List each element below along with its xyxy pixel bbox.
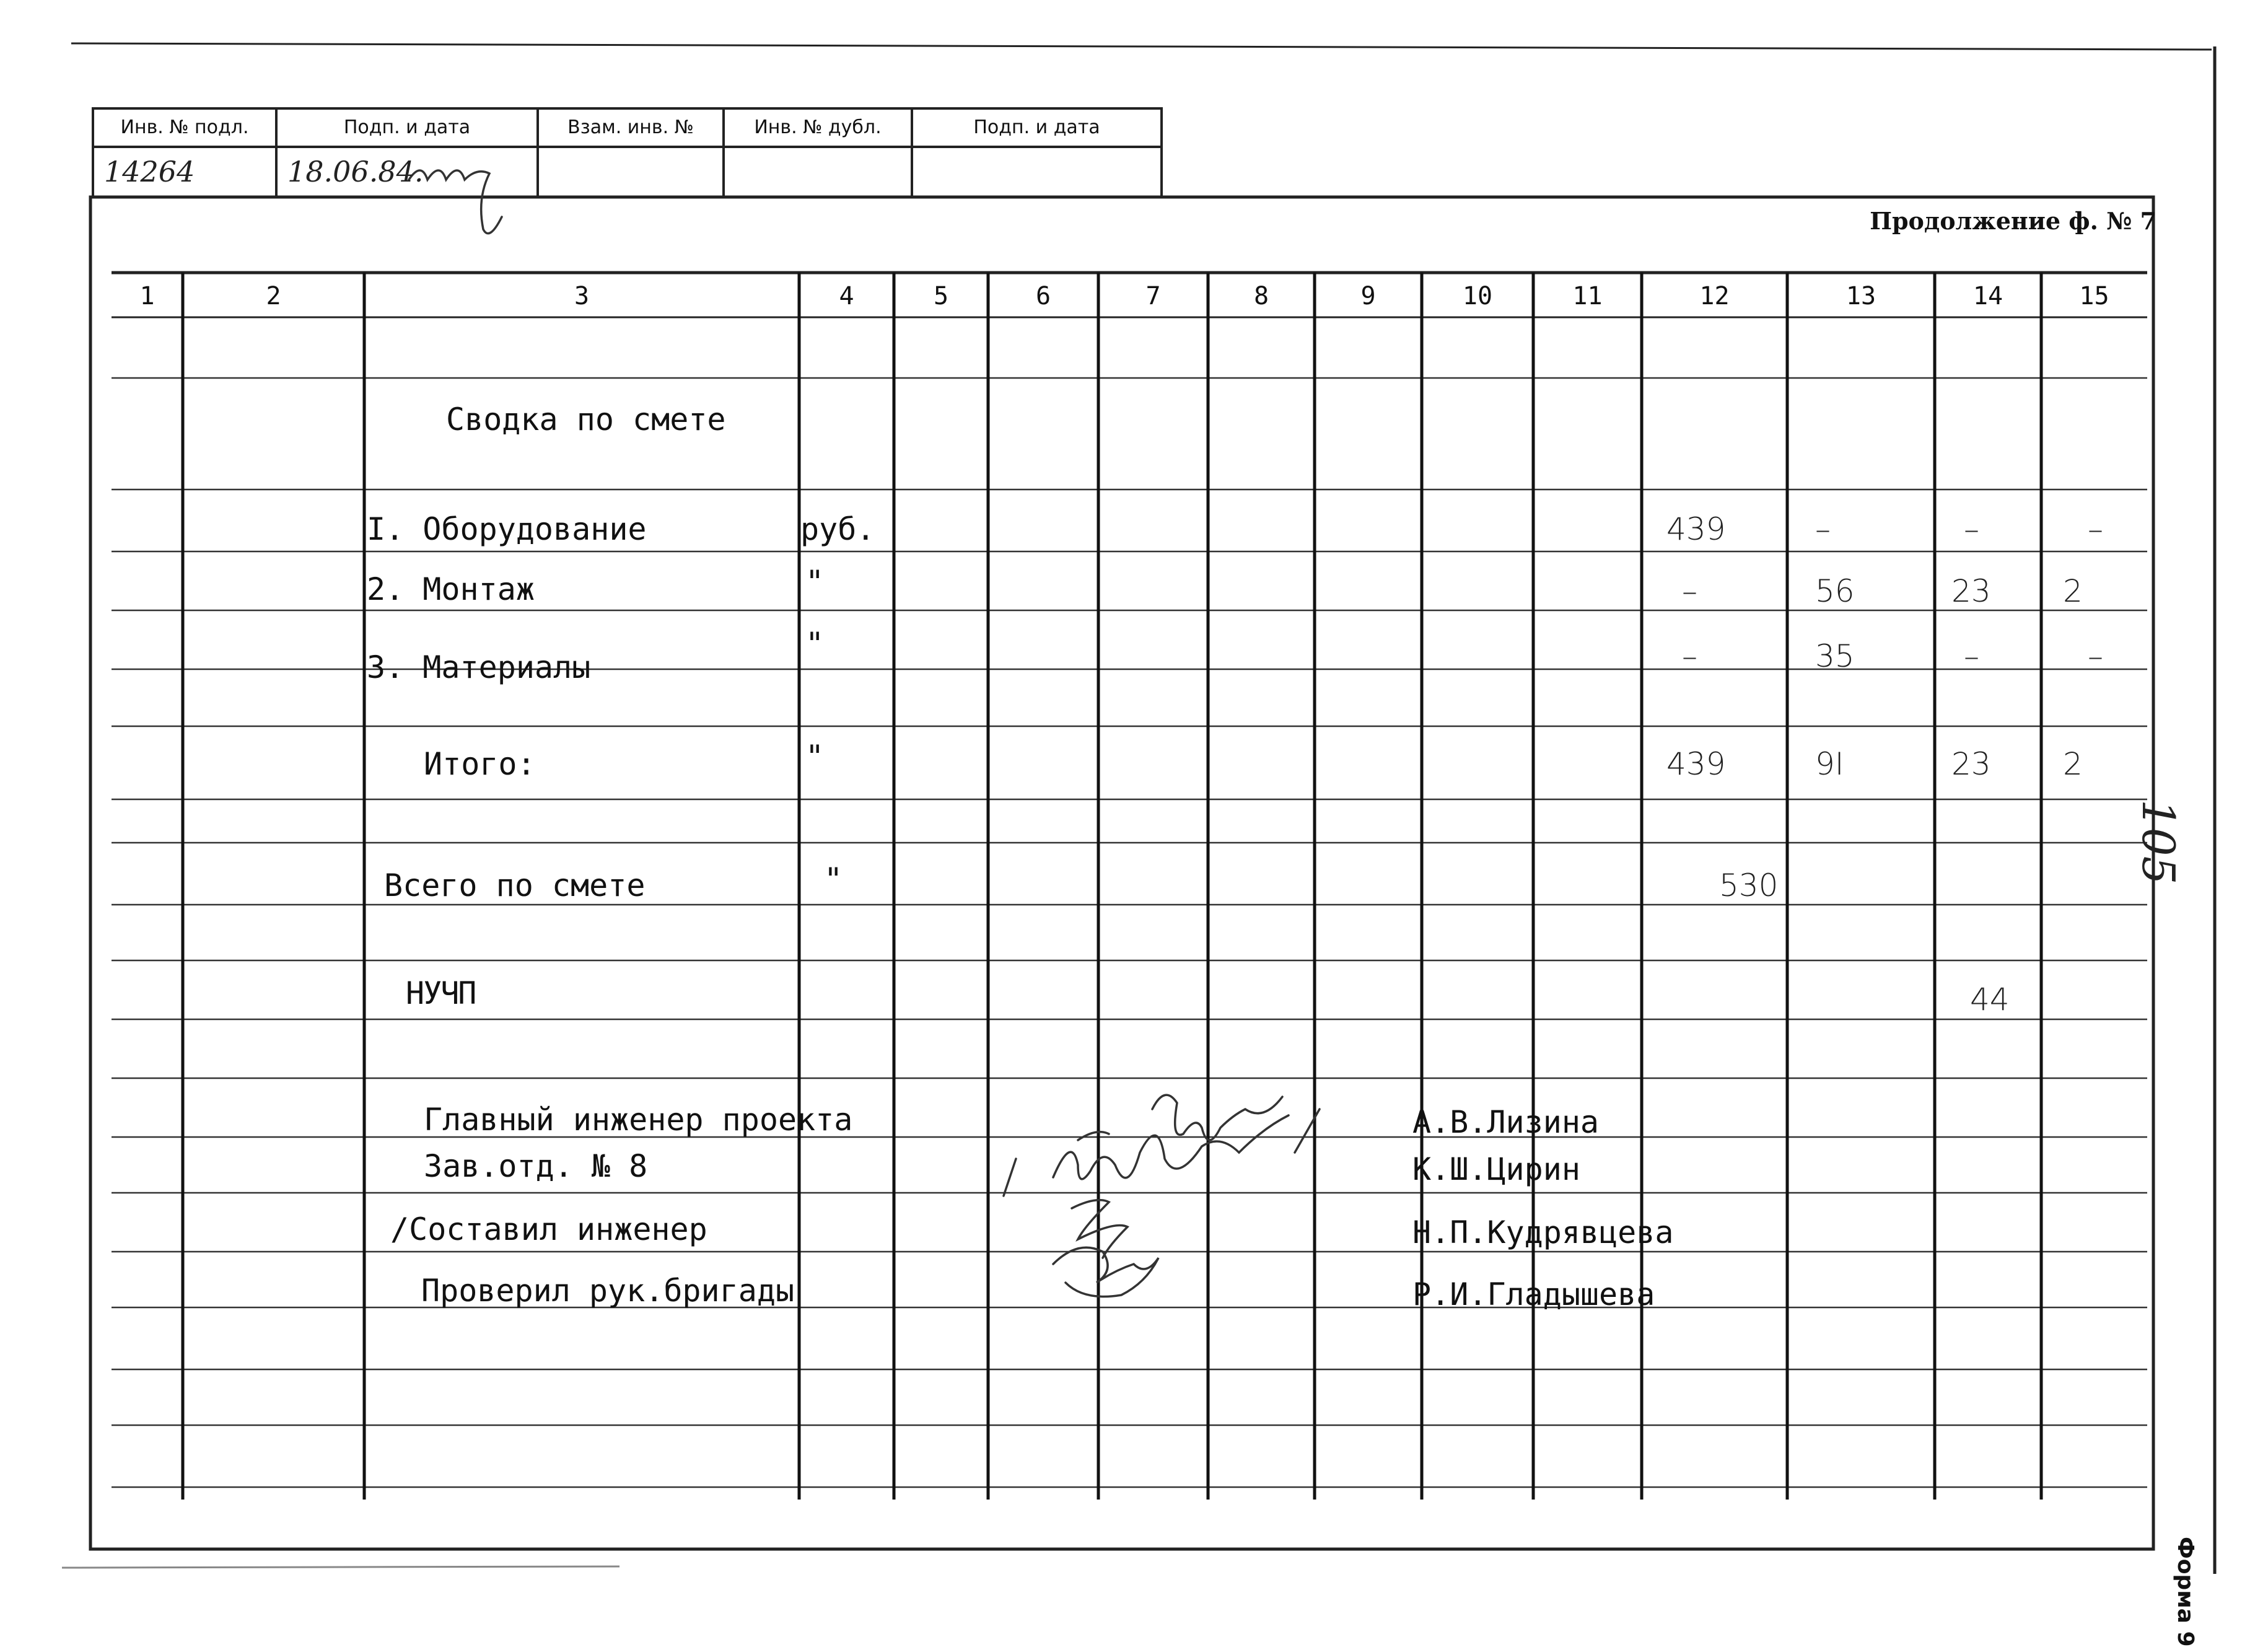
signature-name-chief-engineer: А.В.Лизина bbox=[1412, 1104, 1600, 1140]
total-unit: " bbox=[824, 861, 843, 897]
column-number-8: 8 bbox=[1253, 282, 1269, 310]
stamp-value-inv-podl: 14264 bbox=[104, 155, 195, 188]
row-materials-c14: – bbox=[1964, 638, 1979, 674]
row-equipment-c15: – bbox=[2088, 511, 2103, 547]
column-number-5: 5 bbox=[933, 282, 949, 310]
stamp-value-podp-data-2 bbox=[912, 150, 1162, 193]
row-subtotal-c15: 2 bbox=[2063, 746, 2083, 782]
signature-role-compiler: /Составил инженер bbox=[390, 1211, 707, 1247]
row-unit-materials: " bbox=[805, 626, 825, 662]
row-installation-c12: – bbox=[1682, 573, 1697, 609]
row-materials-c15: – bbox=[2088, 638, 2103, 674]
column-number-14: 14 bbox=[1972, 282, 2003, 310]
row-equipment-c12: 439 bbox=[1666, 511, 1726, 547]
column-number-12: 12 bbox=[1699, 282, 1730, 310]
row-name-materials: 3. Материалы bbox=[367, 649, 591, 685]
column-number-4: 4 bbox=[839, 282, 854, 310]
signature-role-checker: Проверил рук.бригады bbox=[421, 1273, 795, 1309]
stamp-value-vzam-inv bbox=[538, 150, 724, 193]
signature-role-chief-engineer: Главный инженер проекта bbox=[424, 1102, 853, 1138]
row-unit-equipment: руб. bbox=[800, 511, 875, 547]
signature-name-compiler: Н.П.Кудрявцева bbox=[1412, 1214, 1674, 1250]
continuation-label: Продолжение ф. № 7 bbox=[1870, 207, 2156, 235]
row-subtotal-c13: 9I bbox=[1815, 746, 1844, 782]
column-number-13: 13 bbox=[1845, 282, 1876, 310]
row-installation-c14: 23 bbox=[1951, 573, 1991, 609]
column-number-11: 11 bbox=[1572, 282, 1603, 310]
column-number-6: 6 bbox=[1035, 282, 1051, 310]
row-name-installation: 2. Монтаж bbox=[367, 571, 535, 607]
stamp-header-podp-data-2: Подп. и дата bbox=[973, 116, 1100, 138]
row-installation-c13: 56 bbox=[1815, 573, 1855, 609]
stamp-header-inv-dubl: Инв. № дубл. bbox=[754, 116, 882, 138]
nuchp-value: 44 bbox=[1970, 982, 2010, 1017]
column-number-3: 3 bbox=[574, 282, 590, 310]
row-materials-c12: – bbox=[1682, 638, 1697, 674]
nuchp-label: НУЧП bbox=[406, 975, 476, 1011]
row-name-equipment: I. Оборудование bbox=[367, 511, 647, 547]
page-number: 105 bbox=[2132, 799, 2184, 885]
stamp-value-podp-data-1: 18.06.84. bbox=[287, 155, 424, 188]
column-number-15: 15 bbox=[2079, 282, 2109, 310]
column-number-1: 1 bbox=[139, 282, 155, 310]
column-number-2: 2 bbox=[266, 282, 281, 310]
row-subtotal-c12: 439 bbox=[1666, 746, 1726, 782]
row-equipment-c14: – bbox=[1964, 511, 1979, 547]
row-unit-subtotal: " bbox=[805, 739, 825, 775]
row-name-subtotal: Итого: bbox=[424, 746, 536, 782]
column-number-9: 9 bbox=[1360, 282, 1376, 310]
stamp-header-inv-podl: Инв. № подл. bbox=[120, 116, 249, 138]
column-number-7: 7 bbox=[1145, 282, 1161, 310]
row-subtotal-c14: 23 bbox=[1951, 746, 1991, 782]
signature-name-checker: Р.И.Гладышева bbox=[1412, 1276, 1655, 1312]
signature-role-dept-head: Зав.отд. № 8 bbox=[424, 1148, 648, 1184]
total-value: 530 bbox=[1719, 867, 1779, 903]
signature-name-dept-head: К.Ш.Цирин bbox=[1412, 1151, 1580, 1187]
stamp-header-vzam-inv: Взам. инв. № bbox=[567, 116, 694, 138]
form-label: Форма 9 bbox=[2173, 1537, 2198, 1647]
section-title: Сводка по смете bbox=[446, 402, 726, 437]
row-equipment-c13: – bbox=[1815, 511, 1831, 547]
row-materials-c13: 35 bbox=[1815, 638, 1855, 674]
total-label: Всего по смете bbox=[384, 867, 646, 903]
column-number-10: 10 bbox=[1462, 282, 1493, 310]
stamp-value-inv-dubl bbox=[724, 150, 912, 193]
row-installation-c15: 2 bbox=[2063, 573, 2083, 609]
row-unit-installation: " bbox=[805, 564, 825, 600]
stamp-header-podp-data-1: Подп. и дата bbox=[343, 116, 471, 138]
